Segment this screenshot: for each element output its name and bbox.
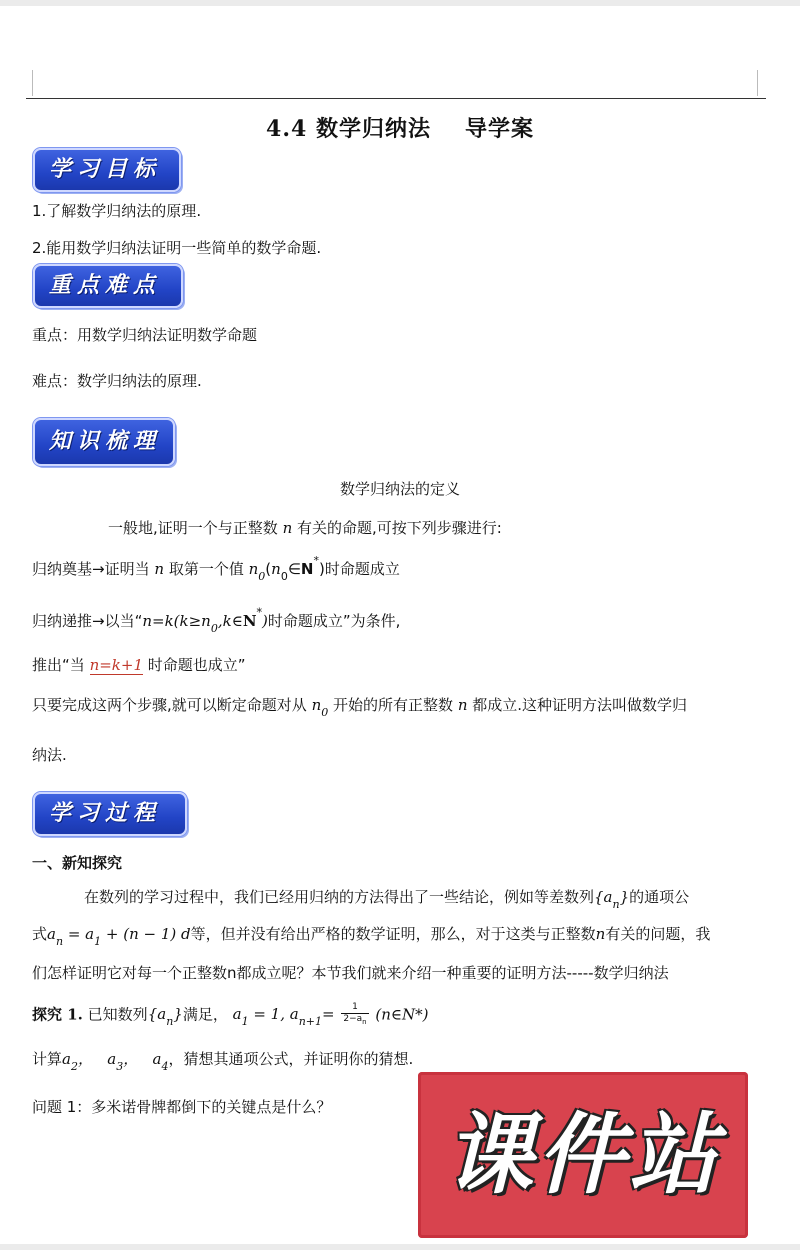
p1-text-a: 在数列的学习过程中，我们已经用归纳的方法得出了一些结论，例如等差数列 bbox=[84, 888, 595, 906]
question-1: 问题 1：多米诺骨牌都倒下的关键点是什么？ bbox=[32, 1098, 332, 1116]
step-text-a: 归纳递推→以当“ bbox=[32, 612, 143, 630]
section-badge-keypoints: 重点难点 bbox=[33, 264, 183, 308]
conc-text-a: 推出“当 bbox=[32, 656, 85, 674]
math-n-3: n bbox=[595, 925, 606, 943]
explore-1 bbox=[32, 1002, 428, 1028]
summary-text-c: 都成立.这种证明方法叫做数学归 bbox=[472, 696, 688, 714]
math-nk: $n=k(k\ge n_0,k\in N^*)$ bbox=[142, 606, 268, 635]
process-paragraph-line2 bbox=[32, 923, 711, 948]
math-n0: $n_0$ bbox=[248, 560, 266, 583]
summary-text-b: 开始的所有正整数 bbox=[333, 696, 454, 714]
section-badge-knowledge: 知识梳理 bbox=[33, 418, 175, 466]
math-domain: (n∈N*) bbox=[370, 1005, 429, 1024]
math-n0-2: $n_0$ bbox=[311, 696, 329, 719]
induction-step bbox=[32, 606, 401, 635]
p1-text-b: 的通项公 bbox=[629, 888, 690, 906]
calc-text-a: 计算 bbox=[32, 1050, 63, 1068]
watermark-text: 课件站 bbox=[444, 1103, 721, 1206]
explore-text-b: 满足， bbox=[182, 1005, 228, 1024]
intro-text-b: 有关的命题,可按下列步骤进行: bbox=[297, 519, 502, 537]
base-text-b: 取第一个值 bbox=[168, 560, 244, 578]
conc-text-b: 时命题也成立” bbox=[147, 656, 246, 674]
watermark-stamp bbox=[418, 1072, 748, 1238]
math-sequence-an-2: $\{a_n\}$ bbox=[147, 1005, 183, 1029]
title-sub: 导学案 bbox=[464, 116, 534, 142]
header-margin-mark-right bbox=[757, 70, 758, 96]
math-arith-formula: $a_n = a_1 + (n - 1)$ d bbox=[47, 925, 191, 948]
difficult-point: 难点：数学归纳法的原理. bbox=[32, 372, 202, 390]
math-n0-set: $(n_0\in N^*)$ bbox=[265, 554, 325, 583]
process-paragraph-line1 bbox=[84, 886, 690, 911]
header-margin-mark-left bbox=[32, 70, 33, 96]
math-fraction: $\frac{1}{2-a_n}$ bbox=[343, 1002, 367, 1026]
p2-text-b: 等，但并没有给出严格的数学证明，那么，对于这类与正整数 bbox=[190, 925, 596, 943]
base-text-c: 时命题成立 bbox=[324, 560, 400, 578]
section-badge-process: 学习过程 bbox=[33, 792, 187, 836]
math-n-2: n bbox=[457, 696, 468, 714]
base-text-a: 归纳奠基→证明当 bbox=[32, 560, 150, 578]
summary-text-a: 只要完成这两个步骤,就可以断定命题对从 bbox=[32, 696, 307, 714]
goal-item-2: 2.能用数学归纳法证明一些简单的数学命题. bbox=[32, 239, 322, 257]
math-k-plus-1: n=k+1 bbox=[89, 656, 143, 674]
math-recurrence: $a_1 = 1$, $a_{n+1}=$ bbox=[232, 1005, 340, 1029]
page-title bbox=[0, 112, 800, 143]
definition-summary-line2: 纳法. bbox=[32, 746, 67, 764]
step-text-b: 时命题成立”为条件, bbox=[267, 612, 401, 630]
math-a2-a3-a4: $a_2$， $a_3$， $a_4$ bbox=[62, 1050, 169, 1073]
definition-intro bbox=[108, 517, 502, 538]
calc-text-b: ，猜想其通项公式，并证明你的猜想. bbox=[168, 1050, 414, 1068]
goal-item-1: 1.了解数学归纳法的原理. bbox=[32, 202, 202, 220]
title-main: 4.4 数学归纳法 bbox=[266, 116, 431, 142]
math-n: n bbox=[154, 560, 165, 578]
induction-base bbox=[32, 554, 400, 583]
part-heading-new-knowledge: 一、新知探究 bbox=[32, 854, 123, 872]
p2-text-c: 有关的问题，我 bbox=[605, 925, 711, 943]
document-page bbox=[0, 6, 800, 1244]
intro-var-n: n bbox=[282, 519, 293, 537]
header-rule bbox=[26, 98, 766, 99]
p2-text-a: 式 bbox=[32, 925, 48, 943]
explore-label: 探究 1. bbox=[32, 1005, 83, 1024]
definition-summary-line1 bbox=[32, 694, 688, 719]
calc-task bbox=[32, 1048, 414, 1073]
section-badge-goals: 学习目标 bbox=[33, 148, 181, 192]
process-paragraph-line3: 们怎样证明它对每一个正整数n都成立呢？本节我们就来介绍一种重要的证明方法-----数学归纳法 bbox=[32, 964, 669, 982]
induction-conclusion bbox=[32, 654, 246, 675]
intro-text-a: 一般地,证明一个与正整数 bbox=[108, 519, 278, 537]
explore-text-a: 已知数列 bbox=[87, 1005, 148, 1024]
definition-heading: 数学归纳法的定义 bbox=[339, 480, 460, 498]
key-point: 重点：用数学归纳法证明数学命题 bbox=[32, 326, 258, 344]
math-sequence-an: $\{a_n\}$ bbox=[594, 888, 630, 911]
